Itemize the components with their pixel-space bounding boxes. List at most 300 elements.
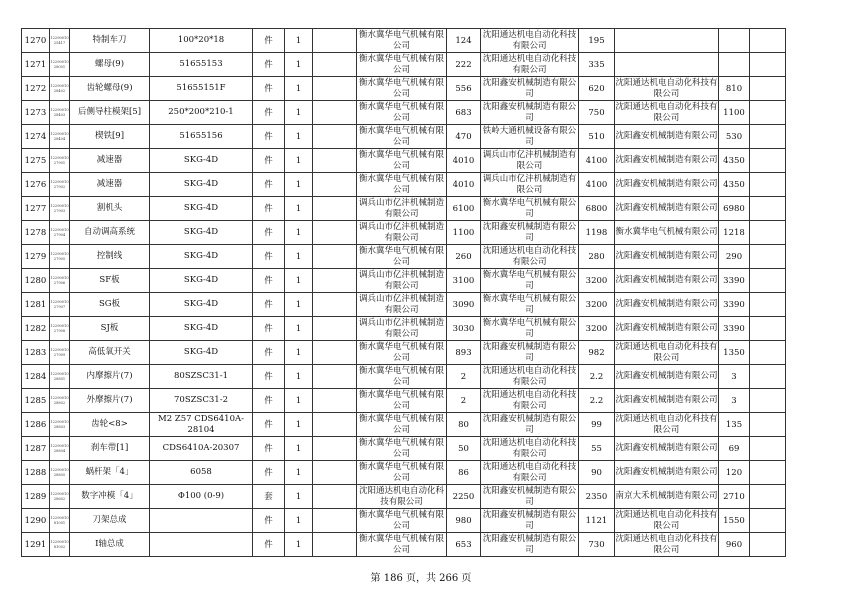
item-spec: [150, 533, 253, 557]
item-name: 自动调高系统: [70, 221, 150, 245]
blank-cell: [750, 197, 786, 221]
table-row: [22, 269, 786, 293]
price-2: 2.2: [579, 389, 615, 413]
table-row: [22, 485, 786, 509]
item-spec: 250*200*210-1: [150, 101, 253, 125]
material-code: 12290010 28803: [50, 413, 70, 437]
supplier-3: 沈阳鑫安机械制造有限公司: [615, 149, 719, 173]
price-3: 810: [719, 77, 750, 101]
blank-cell: [313, 245, 357, 269]
table-row: [22, 221, 786, 245]
unit: 件: [253, 221, 285, 245]
supplier-1: 衡水冀华电气机械有限公司: [357, 533, 447, 557]
blank-cell: [313, 413, 357, 437]
price-3: [719, 53, 750, 77]
price-2: 99: [579, 413, 615, 437]
row-number: 1289: [22, 485, 50, 509]
quantity: 1: [285, 149, 313, 173]
supplier-2: 沈阳鑫安机械制造有限公司: [481, 413, 579, 437]
item-spec: 6058: [150, 461, 253, 485]
price-1: 683: [447, 101, 481, 125]
item-spec: CDS6410A-20307: [150, 437, 253, 461]
supplier-3: 沈阳通达机电自动化科技有限公司: [615, 534, 718, 555]
supplier-1: 调兵山市亿沣机械制造有限公司: [357, 197, 447, 221]
item-spec: [150, 509, 253, 533]
blank-cell: [313, 485, 357, 509]
unit: 件: [253, 53, 285, 77]
price-3: [719, 29, 750, 53]
row-number: 1284: [22, 365, 50, 389]
quantity: 1: [285, 245, 313, 269]
material-code: 12290010 28001: [50, 53, 70, 77]
blank-cell: [313, 437, 357, 461]
price-1: 653: [447, 533, 481, 557]
material-code: 12290010 27901: [50, 149, 70, 173]
blank-cell: [313, 509, 357, 533]
price-3: 135: [719, 413, 750, 437]
supplier-2: 衡水冀华电气机械有限公司: [481, 293, 579, 317]
price-2: 335: [579, 53, 615, 77]
supplier-1: 衡水冀华电气机械有限公司: [357, 461, 447, 485]
supplier-2: 沈阳鑫安机械制造有限公司: [481, 77, 579, 101]
row-number: 1291: [22, 533, 50, 557]
supplier-2: 沈阳鑫安机械制造有限公司: [481, 101, 579, 125]
unit: 件: [253, 293, 285, 317]
supplier-2: 沈阳鑫安机械制造有限公司: [481, 221, 579, 245]
supplier-1: 衡水冀华电气机械有限公司: [357, 437, 447, 461]
supplier-2: 沈阳通达机电自动化科技有限公司: [481, 245, 579, 269]
price-3: 69: [719, 437, 750, 461]
unit: 件: [253, 269, 285, 293]
row-number: 1275: [22, 149, 50, 173]
supplier-3: 沈阳鑫安机械制造有限公司: [615, 389, 719, 413]
item-spec: SKG-4D: [150, 269, 253, 293]
material-code: 12290010 28602: [50, 485, 70, 509]
price-3: 120: [719, 461, 750, 485]
item-name: 齿轮螺母(9): [70, 77, 150, 101]
price-3: 1100: [719, 101, 750, 125]
table-row: [22, 29, 786, 53]
quantity: 1: [285, 461, 313, 485]
blank-cell: [313, 101, 357, 125]
item-name: 减速器: [70, 149, 150, 173]
blank-cell: [313, 389, 357, 413]
supplier-1: 衡水冀华电气机械有限公司: [357, 173, 447, 197]
item-name: SF板: [70, 269, 150, 293]
supplier-1: 调兵山市亿沣机械制造有限公司: [357, 317, 447, 341]
item-name: 螺母(9): [70, 53, 150, 77]
item-spec: SKG-4D: [150, 245, 253, 269]
supplier-2: 沈阳鑫安机械制造有限公司: [481, 341, 579, 365]
supplier-2: 衡水冀华电气机械有限公司: [481, 269, 579, 293]
supplier-2: 沈阳通达机电自动化科技有限公司: [481, 29, 579, 53]
item-name: 特制车刀: [70, 29, 150, 53]
blank-cell: [313, 365, 357, 389]
supplier-1: 衡水冀华电气机械有限公司: [357, 413, 447, 437]
material-code: 12290010 81002: [50, 533, 70, 557]
item-name: 刹车带[1]: [70, 437, 150, 461]
price-2: 55: [579, 437, 615, 461]
price-2: 3200: [579, 269, 615, 293]
table-row: [22, 461, 786, 485]
row-number: 1290: [22, 509, 50, 533]
unit: 件: [253, 341, 285, 365]
item-spec: SKG-4D: [150, 149, 253, 173]
material-code: 12290010 28802: [50, 389, 70, 413]
supplier-1: 衡水冀华电气机械有限公司: [357, 53, 447, 77]
blank-cell: [750, 221, 786, 245]
unit: 件: [253, 413, 285, 437]
blank-cell: [313, 173, 357, 197]
supplier-2: 衡水冀华电气机械有限公司: [481, 197, 579, 221]
supplier-3: 沈阳通达机电自动化科技有限公司: [615, 102, 718, 123]
table-row: [22, 413, 786, 437]
page-footer: 第 186 页，共 266 页: [370, 573, 472, 584]
price-1: 4010: [447, 149, 481, 173]
material-code: 12290010 27905: [50, 245, 70, 269]
supplier-3: 沈阳鑫安机械制造有限公司: [615, 125, 719, 149]
supplier-2: 调兵山市亿沣机械制造有限公司: [481, 149, 579, 173]
item-name: 刀架总成: [70, 509, 150, 533]
quantity: 1: [285, 269, 313, 293]
price-2: 750: [579, 101, 615, 125]
price-3: 1550: [719, 509, 750, 533]
price-3: 6980: [719, 197, 750, 221]
price-1: 2250: [447, 485, 481, 509]
material-code: 12290010 28805: [50, 461, 70, 485]
price-1: 260: [447, 245, 481, 269]
material-code: 12290010 27904: [50, 221, 70, 245]
quantity: 1: [285, 341, 313, 365]
supplier-1: 衡水冀华电气机械有限公司: [357, 149, 447, 173]
price-1: 1100: [447, 221, 481, 245]
blank-cell: [313, 293, 357, 317]
supplier-3: 沈阳鑫安机械制造有限公司: [615, 197, 719, 221]
unit: 件: [253, 365, 285, 389]
price-2: 280: [579, 245, 615, 269]
quantity: 1: [285, 293, 313, 317]
table-row: [22, 77, 786, 101]
blank-cell: [750, 53, 786, 77]
item-name: 内摩擦片(7): [70, 365, 150, 389]
table-row: [22, 197, 786, 221]
blank-cell: [750, 77, 786, 101]
item-spec: SKG-4D: [150, 317, 253, 341]
unit: 件: [253, 245, 285, 269]
table-row: [22, 173, 786, 197]
price-3: 3390: [719, 317, 750, 341]
supplier-2: 沈阳通达机电自动化科技有限公司: [481, 389, 579, 413]
price-1: 470: [447, 125, 481, 149]
supplier-3: 沈阳鑫安机械制造有限公司: [615, 269, 719, 293]
item-spec: 80SZSC31-1: [150, 365, 253, 389]
price-2: 90: [579, 461, 615, 485]
item-name: SJ板: [70, 317, 150, 341]
blank-cell: [750, 293, 786, 317]
item-spec: 51655153: [150, 53, 253, 77]
blank-cell: [313, 29, 357, 53]
quantity: 1: [285, 365, 313, 389]
blank-cell: [313, 221, 357, 245]
quantity: 1: [285, 125, 313, 149]
price-1: 893: [447, 341, 481, 365]
quantity: 1: [285, 317, 313, 341]
price-1: 4010: [447, 173, 481, 197]
procurement-table: [21, 28, 786, 557]
blank-cell: [313, 461, 357, 485]
table-row: [22, 365, 786, 389]
supplier-1: 衡水冀华电气机械有限公司: [357, 389, 447, 413]
row-number: 1285: [22, 389, 50, 413]
blank-cell: [750, 413, 786, 437]
table-row: [22, 149, 786, 173]
table-row: [22, 533, 786, 557]
price-1: 3090: [447, 293, 481, 317]
unit: 件: [253, 125, 285, 149]
blank-cell: [313, 341, 357, 365]
supplier-2: 调兵山市亿沣机械制造有限公司: [481, 173, 579, 197]
item-name: 减速器: [70, 173, 150, 197]
item-name: 高低氧开关: [70, 341, 150, 365]
blank-cell: [750, 269, 786, 293]
blank-cell: [750, 341, 786, 365]
table-row: [22, 341, 786, 365]
price-3: 960: [719, 533, 750, 557]
material-code: 12290010 27907: [50, 293, 70, 317]
supplier-3: 沈阳鑫安机械制造有限公司: [615, 461, 719, 485]
item-name: 数字冲模「4」: [70, 485, 150, 509]
supplier-3: 沈阳鑫安机械制造有限公司: [615, 317, 719, 341]
supplier-2: 铁岭大通机械设备有限公司: [481, 125, 579, 149]
unit: 件: [253, 509, 285, 533]
unit: 件: [253, 77, 285, 101]
blank-cell: [750, 485, 786, 509]
unit: 件: [253, 317, 285, 341]
price-2: 6800: [579, 197, 615, 221]
price-3: 3390: [719, 269, 750, 293]
price-3: 2710: [719, 485, 750, 509]
unit: 件: [253, 149, 285, 173]
blank-cell: [750, 245, 786, 269]
blank-cell: [750, 29, 786, 53]
material-code: 12290010 28404: [50, 125, 70, 149]
supplier-2: 沈阳通达机电自动化科技有限公司: [481, 365, 579, 389]
price-2: 2.2: [579, 365, 615, 389]
quantity: 1: [285, 509, 313, 533]
supplier-3: 南京大禾机械制造有限公司: [615, 485, 719, 509]
supplier-1: 调兵山市亿沣机械制造有限公司: [357, 293, 447, 317]
quantity: 1: [285, 221, 313, 245]
row-number: 1283: [22, 341, 50, 365]
price-1: 6100: [447, 197, 481, 221]
row-number: 1279: [22, 245, 50, 269]
price-1: 3030: [447, 317, 481, 341]
material-code: 12290010 28402: [50, 77, 70, 101]
supplier-3: 沈阳鑫安机械制造有限公司: [615, 293, 719, 317]
material-code: 12290010 81001: [50, 509, 70, 533]
material-code: 12290010 27903: [50, 197, 70, 221]
supplier-3: 衡水冀华电气机械有限公司: [615, 221, 719, 245]
item-spec: 51655156: [150, 125, 253, 149]
price-3: 3: [719, 389, 750, 413]
blank-cell: [750, 125, 786, 149]
blank-cell: [750, 533, 786, 557]
supplier-3: 沈阳鑫安机械制造有限公司: [615, 365, 719, 389]
unit: 件: [253, 197, 285, 221]
table-row: [22, 53, 786, 77]
unit: 件: [253, 461, 285, 485]
supplier-2: 沈阳鑫安机械制造有限公司: [481, 485, 579, 509]
quantity: 1: [285, 77, 313, 101]
supplier-1: 衡水冀华电气机械有限公司: [357, 365, 447, 389]
supplier-3: 沈阳鑫安机械制造有限公司: [615, 173, 719, 197]
price-2: 510: [579, 125, 615, 149]
item-spec: M2 Z57 CDS6410A-28104: [150, 413, 253, 437]
blank-cell: [313, 149, 357, 173]
blank-cell: [313, 77, 357, 101]
supplier-1: 衡水冀华电气机械有限公司: [357, 101, 447, 125]
row-number: 1288: [22, 461, 50, 485]
row-number: 1274: [22, 125, 50, 149]
blank-cell: [313, 533, 357, 557]
supplier-1: 调兵山市亿沣机械制造有限公司: [357, 221, 447, 245]
item-name: 后侧导柱模架[5]: [70, 101, 150, 125]
price-1: 80: [447, 413, 481, 437]
row-number: 1273: [22, 101, 50, 125]
table-row: [22, 125, 786, 149]
item-spec: SKG-4D: [150, 293, 253, 317]
price-3: 1350: [719, 341, 750, 365]
row-number: 1271: [22, 53, 50, 77]
blank-cell: [750, 509, 786, 533]
quantity: 1: [285, 197, 313, 221]
price-3: 530: [719, 125, 750, 149]
quantity: 1: [285, 29, 313, 53]
unit: 套: [253, 485, 285, 509]
supplier-3: 沈阳通达机电自动化科技有限公司: [615, 342, 718, 363]
price-3: 1218: [719, 221, 750, 245]
price-2: 4100: [579, 173, 615, 197]
quantity: 1: [285, 413, 313, 437]
item-spec: 100*20*18: [150, 29, 253, 53]
row-number: 1280: [22, 269, 50, 293]
price-3: 4350: [719, 149, 750, 173]
price-1: 2: [447, 365, 481, 389]
table-row: [22, 101, 786, 125]
quantity: 1: [285, 173, 313, 197]
material-code: 12290010 27906: [50, 269, 70, 293]
blank-cell: [750, 461, 786, 485]
quantity: 1: [285, 437, 313, 461]
supplier-1: 沈阳通达机电自动化科技有限公司: [357, 485, 447, 509]
quantity: 1: [285, 533, 313, 557]
item-spec: Φ100 (0-9): [150, 485, 253, 509]
supplier-1: 衡水冀华电气机械有限公司: [357, 29, 447, 53]
blank-cell: [313, 317, 357, 341]
price-1: 556: [447, 77, 481, 101]
price-3: 3390: [719, 293, 750, 317]
item-name: 控制线: [70, 245, 150, 269]
table-row: [22, 437, 786, 461]
item-spec: SKG-4D: [150, 197, 253, 221]
table-row: [22, 317, 786, 341]
price-2: 1198: [579, 221, 615, 245]
supplier-2: 沈阳鑫安机械制造有限公司: [481, 533, 579, 557]
item-spec: 70SZSC31-2: [150, 389, 253, 413]
price-1: 86: [447, 461, 481, 485]
supplier-3: [615, 29, 719, 53]
price-2: 195: [579, 29, 615, 53]
item-name: 外摩擦片(7): [70, 389, 150, 413]
price-3: 4350: [719, 173, 750, 197]
item-name: SG板: [70, 293, 150, 317]
blank-cell: [750, 389, 786, 413]
blank-cell: [313, 197, 357, 221]
row-number: 1286: [22, 413, 50, 437]
price-2: 3200: [579, 317, 615, 341]
item-name: 楔铁[9]: [70, 125, 150, 149]
unit: 件: [253, 533, 285, 557]
supplier-2: 沈阳通达机电自动化科技有限公司: [481, 461, 579, 485]
supplier-1: 衡水冀华电气机械有限公司: [357, 341, 447, 365]
table-row: [22, 509, 786, 533]
price-1: 222: [447, 53, 481, 77]
material-code: 12290010 28804: [50, 437, 70, 461]
material-code: 12290010 27902: [50, 173, 70, 197]
quantity: 1: [285, 101, 313, 125]
item-name: I轴总成: [70, 533, 150, 557]
supplier-1: 衡水冀华电气机械有限公司: [357, 125, 447, 149]
unit: 件: [253, 389, 285, 413]
item-spec: SKG-4D: [150, 173, 253, 197]
blank-cell: [313, 53, 357, 77]
material-code: 12290010 27909: [50, 341, 70, 365]
supplier-3: 沈阳鑫安机械制造有限公司: [615, 437, 719, 461]
row-number: 1281: [22, 293, 50, 317]
price-1: 3100: [447, 269, 481, 293]
supplier-3: 沈阳通达机电自动化科技有限公司: [615, 510, 718, 531]
unit: 件: [253, 101, 285, 125]
blank-cell: [750, 365, 786, 389]
row-number: 1276: [22, 173, 50, 197]
supplier-1: 衡水冀华电气机械有限公司: [357, 509, 447, 533]
supplier-3: 沈阳通达机电自动化科技有限公司: [615, 414, 718, 435]
item-name: 割机头: [70, 197, 150, 221]
price-3: 3: [719, 365, 750, 389]
blank-cell: [750, 317, 786, 341]
table-row: [22, 245, 786, 269]
blank-cell: [750, 101, 786, 125]
item-spec: 51655151F: [150, 77, 253, 101]
row-number: 1287: [22, 437, 50, 461]
price-3: 290: [719, 245, 750, 269]
blank-cell: [313, 125, 357, 149]
supplier-3: [615, 53, 719, 77]
quantity: 1: [285, 389, 313, 413]
price-2: 3200: [579, 293, 615, 317]
row-number: 1277: [22, 197, 50, 221]
blank-cell: [750, 173, 786, 197]
supplier-1: 调兵山市亿沣机械制造有限公司: [357, 269, 447, 293]
supplier-2: 沈阳通达机电自动化科技有限公司: [481, 53, 579, 77]
blank-cell: [313, 269, 357, 293]
item-name: 齿轮<8>: [70, 413, 150, 437]
price-2: 4100: [579, 149, 615, 173]
supplier-3: 沈阳通达机电自动化科技有限公司: [615, 78, 718, 99]
quantity: 1: [285, 53, 313, 77]
price-1: 50: [447, 437, 481, 461]
item-spec: SKG-4D: [150, 341, 253, 365]
